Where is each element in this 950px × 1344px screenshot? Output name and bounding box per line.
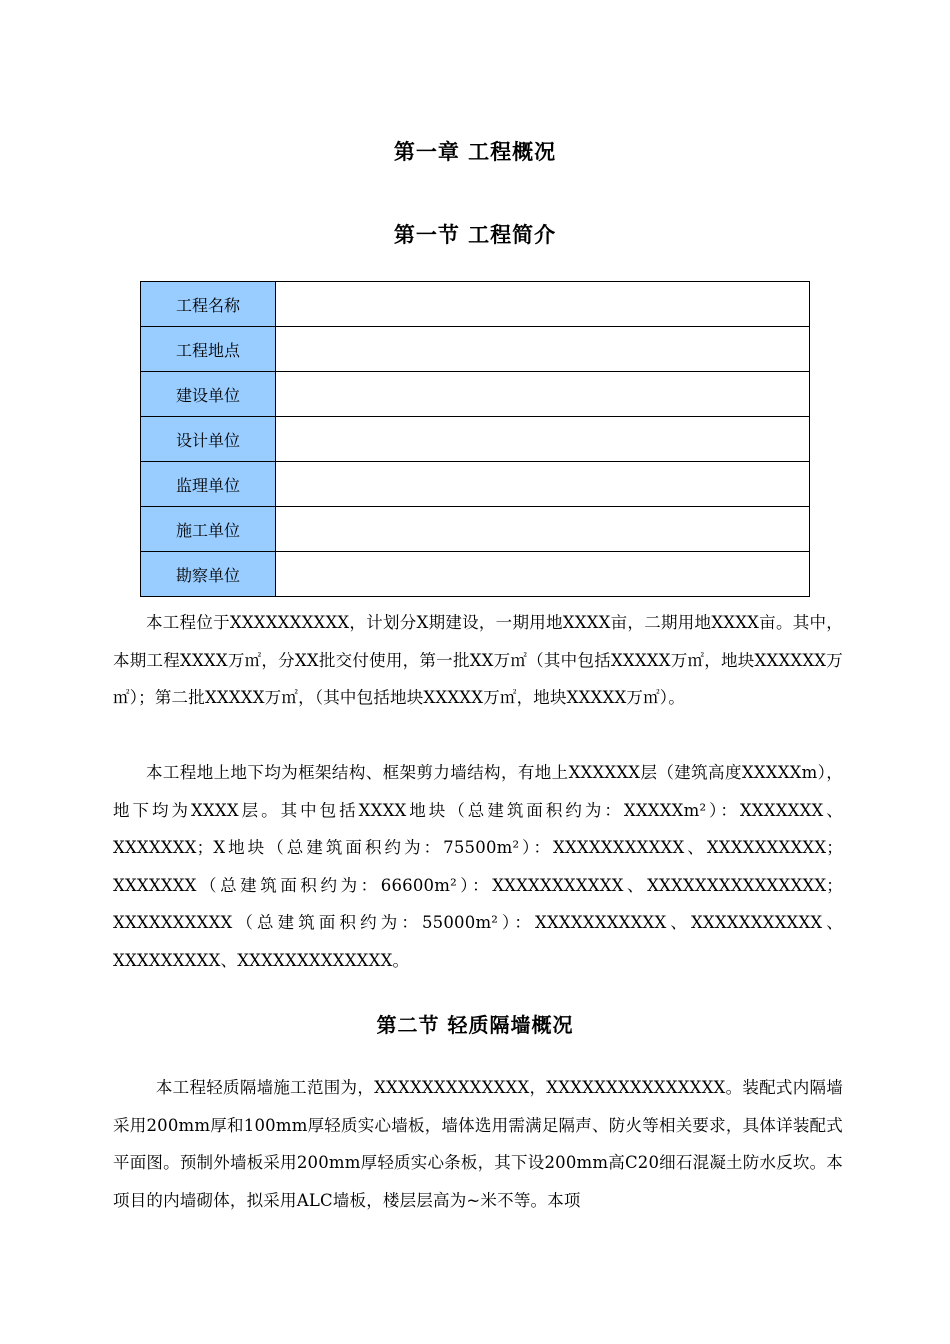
label-supervisor: 监理单位 [141, 462, 276, 507]
value-contractor [276, 507, 810, 552]
table-row [141, 552, 810, 597]
label-contractor: 施工单位 [141, 507, 276, 552]
section-title-partition: 第二节 轻质隔墙概况 [376, 1013, 574, 1037]
chapter-title: 第一章 工程概况 [393, 140, 557, 164]
label-surveyor: 勘察单位 [141, 552, 276, 597]
value-project-name [276, 282, 810, 327]
table-row [141, 507, 810, 552]
table-row [141, 372, 810, 417]
table-row [141, 327, 810, 372]
table-row [141, 282, 810, 327]
value-client [276, 372, 810, 417]
value-designer [276, 417, 810, 462]
value-supervisor [276, 462, 810, 507]
paragraph-structure: 本工程地上地下均为框架结构、框架剪力墙结构，有地上XXXXXX层（建筑高度XXXXXm），地下均为XXXX层。其中包括XXXX地块（总建筑面积约为：XXXXXm²）：XXXXXXX、XXXXXXX；X地块（总建筑面积约为：75500m²）：XXXXXXXXXXX、XXXXXXXXXX；XXXXXXX（总建筑面积约为：66600m²）：XXXXXXXXXXX、XXXXXXXXXXXXXXX；XXXXXXXXXX（总建筑面积约为：55000m²）：XXXXXXXXXXX、XXXXXXXXXXX、XXXXXXXXX、XXXXXXXXXXXXX。 [113, 763, 843, 970]
label-designer: 设计单位 [141, 417, 276, 462]
value-surveyor [276, 552, 810, 597]
label-client: 建设单位 [141, 372, 276, 417]
label-project-name: 工程名称 [141, 282, 276, 327]
value-project-location [276, 327, 810, 372]
project-info-table [140, 281, 810, 597]
paragraph-location: 本工程位于XXXXXXXXXX，计划分X期建设，一期用地XXXX亩，二期用地XXXX亩。其中，本期工程XXXX万㎡，分XX批交付使用，第一批XX万㎡（其中包括XXXXX万㎡，地块XXXXXX万㎡）；第二批XXXXX万㎡，（其中包括地块XXXXX万㎡，地块XXXXX万㎡）。 [113, 613, 843, 707]
table-row [141, 417, 810, 462]
label-project-location: 工程地点 [141, 327, 276, 372]
section-title-intro: 第一节 工程简介 [393, 223, 557, 247]
table-row [141, 462, 810, 507]
paragraph-partition: 本工程轻质隔墙施工范围为，XXXXXXXXXXXXX，XXXXXXXXXXXXXXX。装配式内隔墙采用200mm厚和100mm厚轻质实心墙板，墙体选用需满足隔声、防火等相关要求，具体详装配式平面图。预制外墙板采用200mm厚轻质实心条板，其下设200mm高C20细石混凝土防水反坎。本项目的内墙砌体，拟采用ALC墙板，楼层层高为~米不等。本项 [113, 1078, 843, 1210]
